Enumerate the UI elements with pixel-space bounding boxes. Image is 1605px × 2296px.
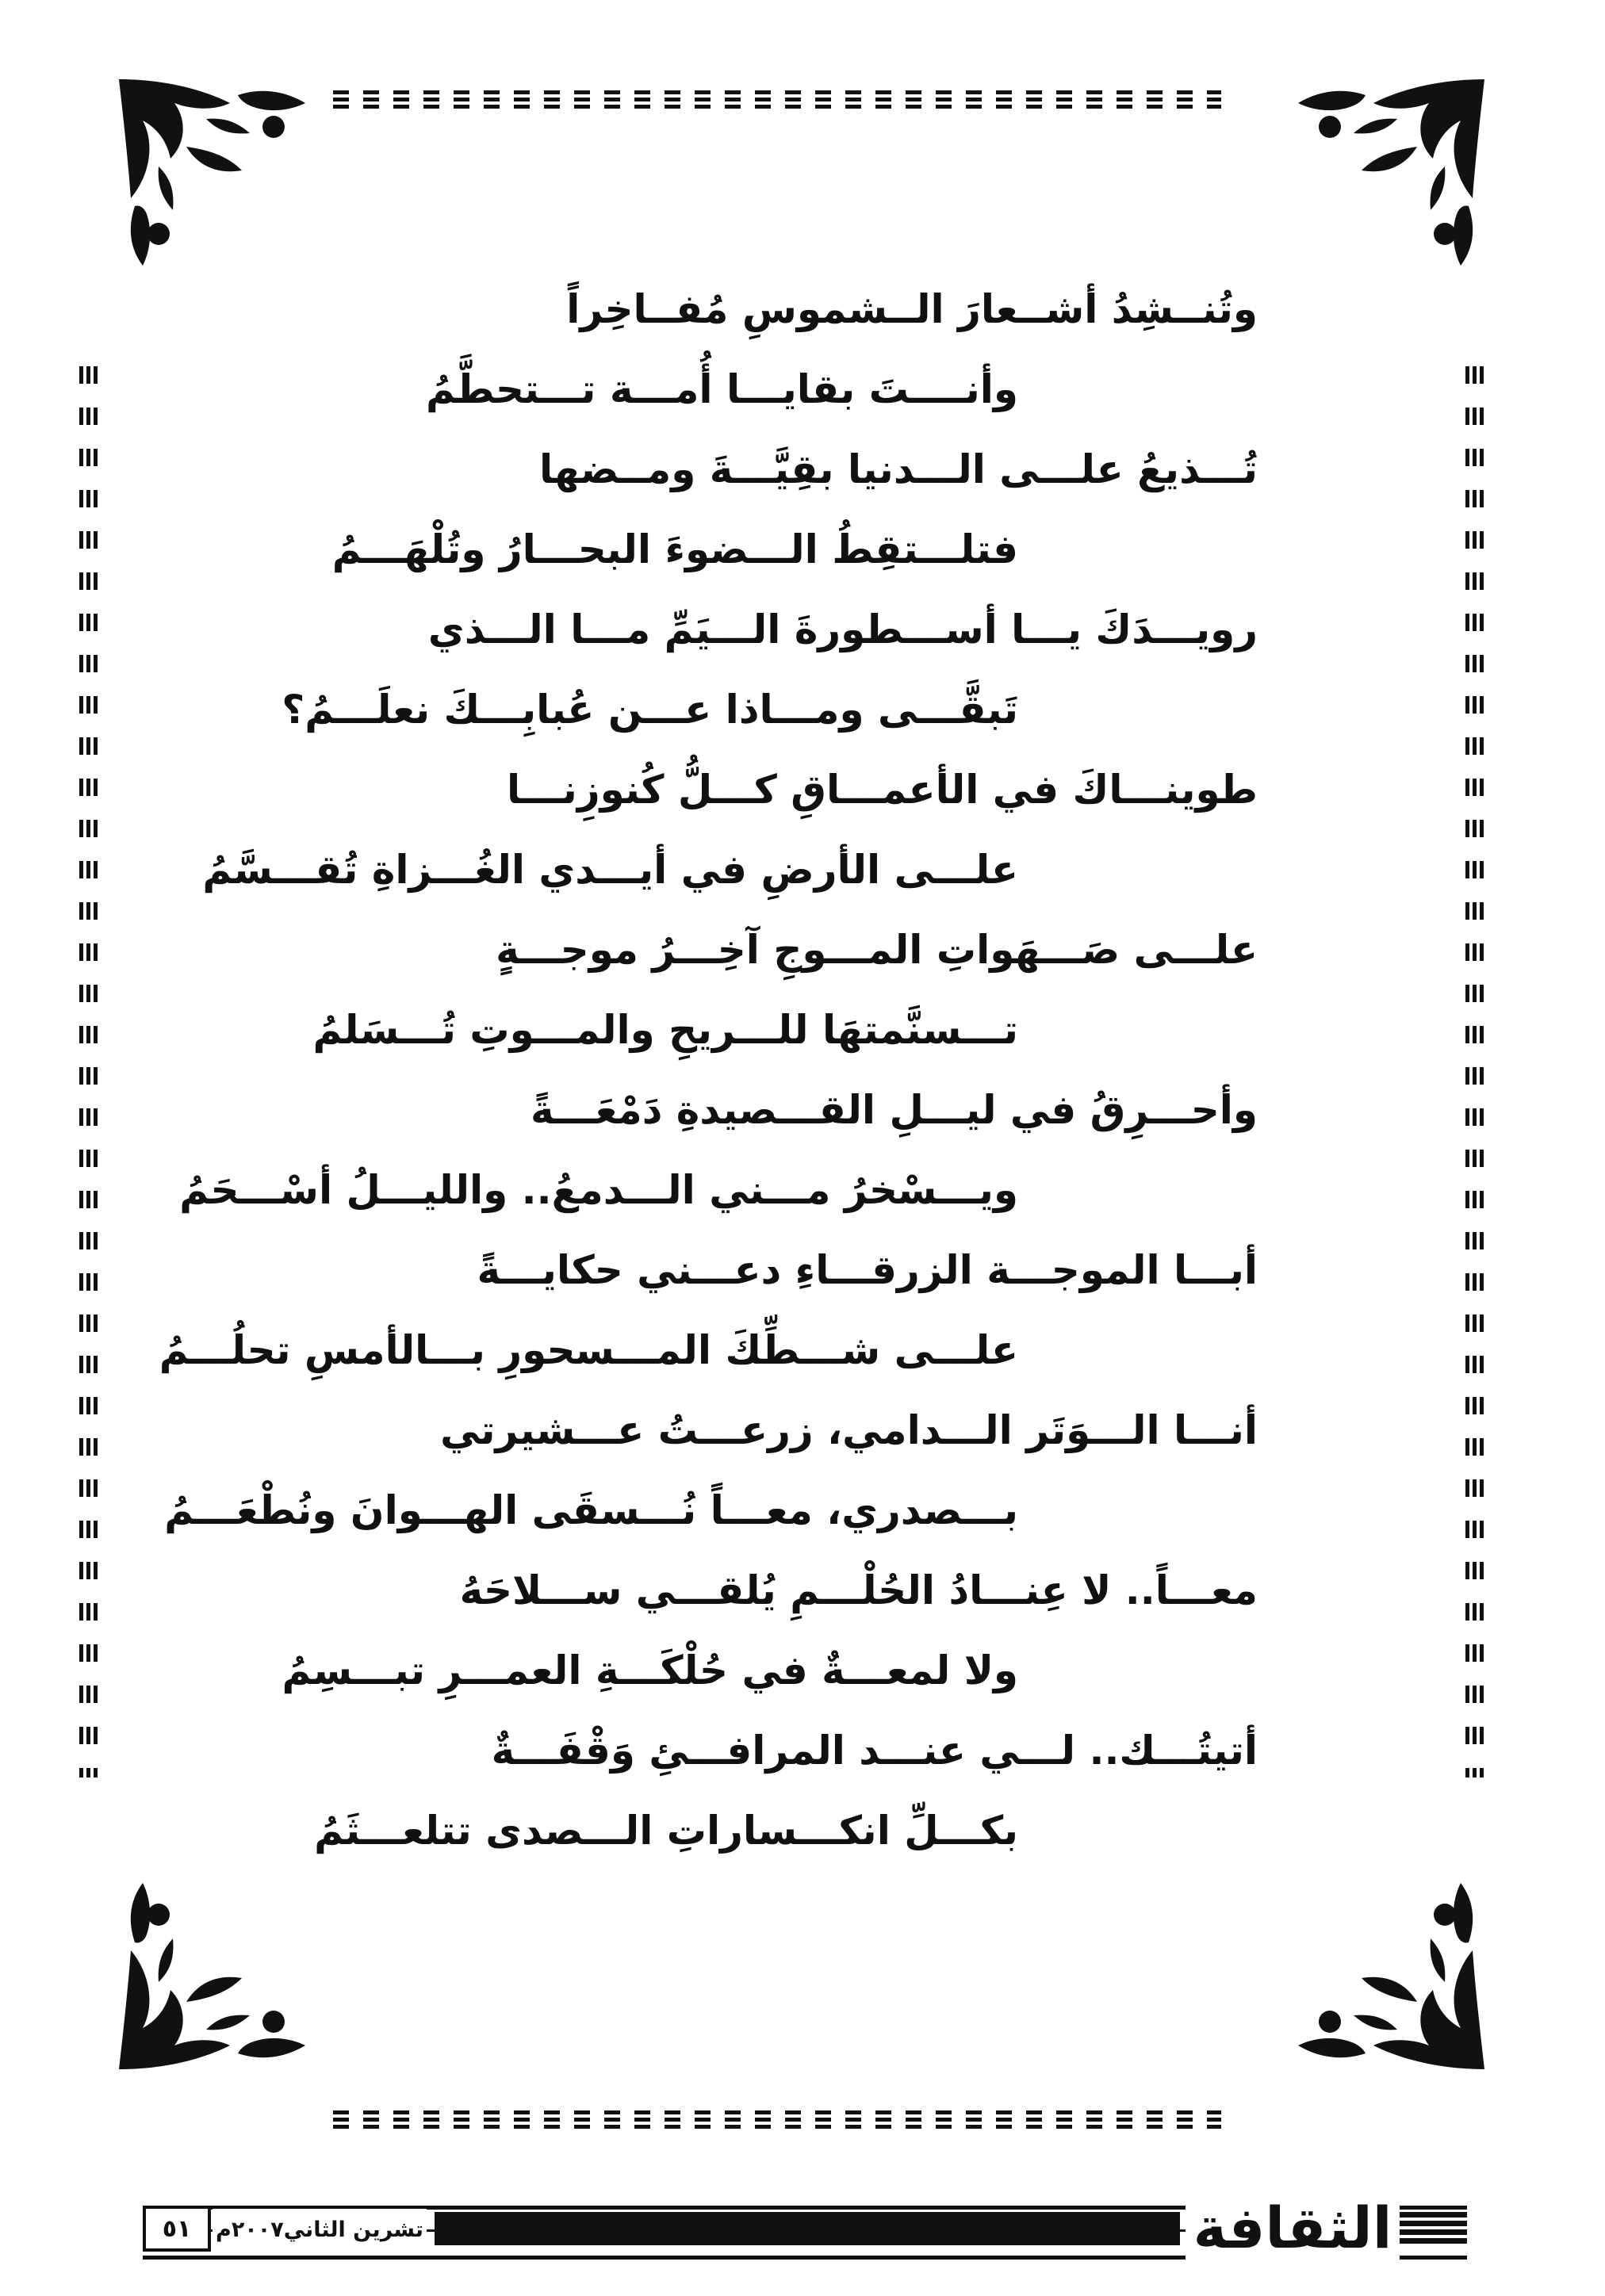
verse-line: معـــاً.. لا عِنـــادُ الحُلْـــمِ يُلقـــي ســـلاحَهُ: [459, 1567, 1258, 1613]
verse-line: علـــى صَـــهَواتِ المـــوجِ آخِـــرُ موجـــةٍ: [496, 927, 1258, 973]
verse-line: بكـــلِّ انكـــساراتِ الـــصدى تتلعـــثَمُ: [314, 1808, 1018, 1854]
verse-line: تُـــذيعُ علـــى الـــدنيا بقِيَّـــةَ ومــضها: [539, 446, 1258, 492]
footer-black-bar: [435, 2212, 1180, 2245]
magazine-logo: الثقافة: [1186, 2190, 1400, 2266]
verse-line: بـــصدري، معـــاً نُـــسقَى الهـــوانَ ونُطْعَـــمُ: [164, 1487, 1018, 1533]
verse-line: وأنــــتَ بقايـــا أُمـــة تـــتحطَّمُ: [426, 366, 1018, 412]
corner-ornament-top-left: [111, 71, 317, 277]
verse-line: أنـــا الـــوَتَر الـــدامي، زرعـــتُ عـــشيرتي: [440, 1407, 1258, 1453]
verse-line: ويـــسْخرُ مـــني الـــدمعُ.. والليـــلُ أسْـــحَمُ: [179, 1167, 1018, 1213]
logo-stripes: [1400, 2212, 1467, 2245]
issue-date: تشرين الثاني٢٠٠٧م: [213, 2209, 427, 2250]
verse-line: وتُنــشِدُ أشــعارَ الــشموسِ مُفــاخِراً: [566, 286, 1258, 332]
verse-line: أتيتُـــك.. لـــي عنـــد المرافـــئِ وَقْفَـــةٌ: [491, 1728, 1258, 1774]
verse-line: فتلـــتقِطُ الـــضوءَ البحـــارُ وتُلْهَـــمُ: [331, 526, 1018, 572]
page-number: ٥١: [143, 2206, 211, 2252]
poem-body: [0, 270, 1605, 1887]
verse-line: رويـــدَكَ يـــا أســـطورةَ الـــيَمِّ مـــا الـــذي: [427, 607, 1258, 652]
verse-line: وأحـــرِقُ في ليـــلِ القـــصيدةِ دَمْعَـــةً: [530, 1087, 1258, 1133]
verse-line: علـــى الأرضِ في أيـــدي الغُـــزاةِ تُقـــسَّمُ: [202, 847, 1018, 893]
verse-line: علـــى شـــطِّكَ المـــسحورِ بـــالأمسِ تحلُـــمُ: [159, 1327, 1018, 1373]
verse-line: طوينـــاكَ في الأعمـــاقِ كـــلُّ كُنوزِنـــا: [507, 767, 1258, 813]
corner-ornament-bottom-right: [1286, 1871, 1492, 2077]
bottom-dashed-border: [333, 2109, 1221, 2131]
verse-line: ولا لمعـــةٌ في حُلْكَـــةِ العمـــرِ تبـــسِمُ: [282, 1647, 1018, 1693]
verse-line: أبـــا الموجـــة الزرقـــاءِ دعـــني حكايـــةً: [477, 1247, 1258, 1293]
top-dashed-border: [333, 89, 1221, 111]
verse-line: تـــسنَّمتهَا للـــريحِ والمـــوتِ تُـــسَلمُ: [312, 1007, 1018, 1053]
verse-line: تَبقَّـــى ومـــاذا عـــن عُبابِـــكَ نعلَـــمُ؟: [282, 687, 1018, 733]
corner-ornament-top-right: [1286, 71, 1492, 277]
corner-ornament-bottom-left: [111, 1871, 317, 2077]
